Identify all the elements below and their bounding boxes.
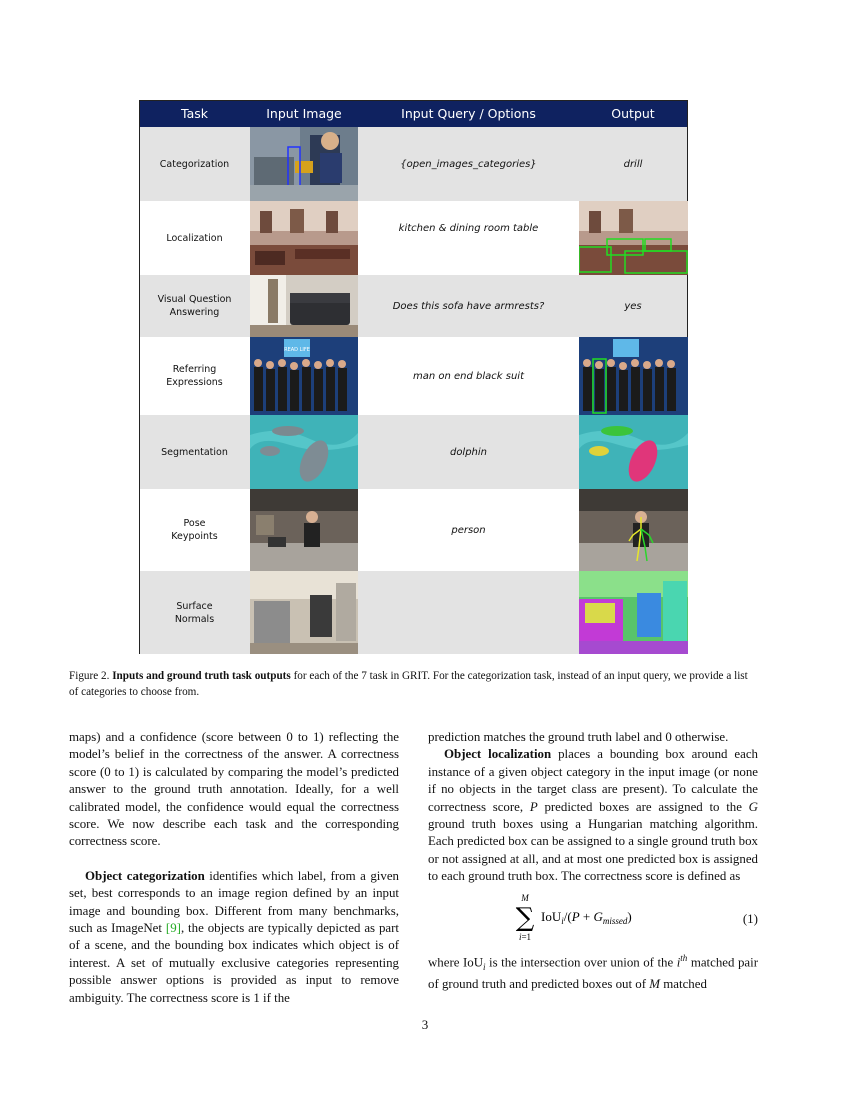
task-label: Localization — [166, 232, 223, 244]
paragraph — [69, 868, 399, 1007]
segmentation-output-image — [579, 415, 688, 489]
output-text: yes — [624, 300, 642, 312]
query-text: {open_images_categories} — [400, 158, 537, 170]
paragraph-text: where IoU — [428, 954, 484, 969]
pose-output-image — [579, 489, 688, 571]
figure-caption — [69, 668, 759, 700]
paragraph-heading: Object localization — [444, 747, 552, 762]
localization-input-image — [250, 201, 358, 275]
query-text: man on end black suit — [412, 370, 524, 382]
table-header — [140, 101, 687, 127]
table-row — [140, 415, 687, 489]
page-number: 3 — [421, 1017, 429, 1032]
header-output: Output — [611, 106, 655, 121]
normals-input-image — [250, 571, 358, 654]
output-text: drill — [623, 158, 643, 170]
paragraph-text: , the objects are typically depicted as part of a scene, and the bounding box indicates which object is of interest. A set of mutually exclusive categories representing possible answer options is provided as input to remove ambiguity. The correctness score is 1 if the — [69, 921, 399, 1005]
query-text: Does this sofa have armrests? — [392, 300, 545, 312]
svg-text:M: M — [521, 892, 529, 903]
normals-output-image — [579, 571, 688, 654]
header-task: Task — [181, 106, 208, 121]
task-label: Segmentation — [161, 446, 228, 458]
paragraph-text: identifies which label, from a given set, best corresponds to an image region defined by an input image and bounding box. Different from many benchmarks, such as ImageNet — [69, 868, 399, 936]
caption-bold: Inputs and ground truth task outputs — [112, 670, 291, 682]
right-column — [428, 729, 758, 993]
math-var: P — [529, 799, 538, 814]
caption-label: Figure 2. — [69, 670, 110, 682]
sign-text: READ LIFE — [284, 347, 310, 353]
header-input-query: Input Query / Options — [401, 106, 536, 121]
citation-link[interactable]: [9] — [165, 921, 181, 936]
figure-table — [139, 100, 688, 654]
svg-text:∑: ∑ — [515, 902, 535, 933]
task-label: Pose Keypoints — [171, 518, 218, 542]
math-var: M — [649, 976, 660, 991]
paragraph-text: ground truth boxes using a Hungarian matching algorithm. Each predicted box can be assigned to a single ground truth box or not assigned at all, and at most one predicted box is assigned to each ground truth box. The correctness score is defined as — [428, 817, 758, 884]
query-text: kitchen & dining room table — [398, 223, 539, 234]
segmentation-input-image — [250, 415, 358, 489]
refexp-input-image — [250, 337, 358, 415]
query-text: dolphin — [449, 446, 488, 458]
query-text — [359, 571, 578, 654]
table-row — [140, 275, 687, 337]
svg-text:i=1: i=1 — [518, 931, 532, 942]
query-text: person — [451, 524, 486, 536]
table-row — [140, 127, 687, 201]
equation-formula — [511, 892, 671, 948]
left-column — [69, 729, 399, 1007]
math-var: G — [748, 799, 758, 814]
task-label: Visual Question Answering — [157, 294, 232, 318]
task-label: Surface Normals — [174, 600, 215, 625]
equation — [428, 886, 758, 950]
paragraph-text: places a bounding box around each instance of a given object category in the input image (or none if no objects in the target class are present). To calculate the correctness score, — [428, 747, 758, 814]
task-label: Categorization — [159, 158, 230, 170]
paragraph-text: is the intersection over union of the — [489, 954, 674, 969]
table-row — [140, 489, 687, 571]
paragraph-heading: Object categorization — [85, 868, 205, 883]
table-row — [140, 571, 687, 654]
header-input-image: Input Image — [266, 106, 342, 121]
refexp-output-image — [579, 337, 688, 415]
table-row — [140, 337, 687, 415]
paragraph: where IoU$_i$ is the intersection over union of the $i^{th}$ matched pair of ground truth and predicted boxes out of M matched — [428, 952, 759, 991]
pose-input-image — [250, 489, 358, 571]
caption-text: for each of the 7 task in GRIT. For the categorization task, instead of an input query, we provide a list of categories to choose from. — [69, 670, 748, 698]
table-row — [140, 201, 687, 275]
output-text — [578, 201, 688, 275]
equation-number: (1) — [742, 910, 758, 926]
paragraph: maps) and a confidence (score between 0 to 1) reflecting the model’s belief in the correctness of the answer. A correctness score (0 to 1) is calculated by comparing the model’s predicted answer to the ground truth annotation. Ideally, for a well calibrated model, the confidence would equal the correctness score. We now describe each task and the corresponding correctness score. — [69, 730, 399, 849]
vqa-input-image — [250, 275, 358, 337]
paragraph-text: matched — [663, 976, 707, 991]
paragraph-text: matched pair of ground truth and predicted boxes out of — [428, 954, 759, 991]
categorization-input-image — [250, 127, 358, 201]
paragraph: prediction matches the ground truth label and 0 otherwise. — [428, 730, 729, 744]
paragraph — [428, 746, 758, 885]
task-label: Referring Expressions — [166, 364, 223, 388]
svg-text:IoUi/(P + Gmissed): $IoU_i/(P + G_{missed})$ — [541, 908, 632, 926]
paragraph-text: predicted boxes are assigned to the — [544, 799, 742, 814]
